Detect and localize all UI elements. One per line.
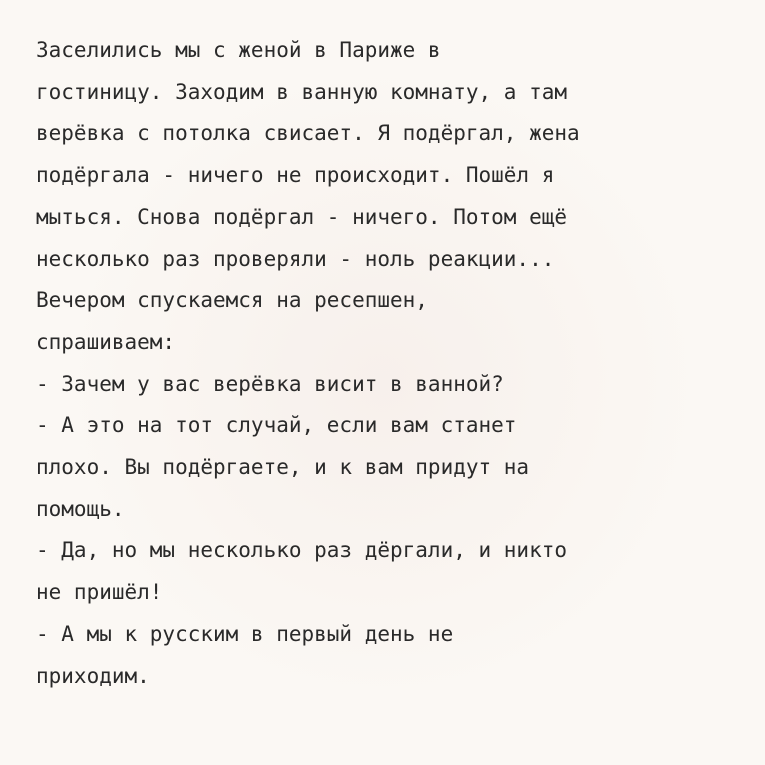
text-line: мыться. Снова подёргал - ничего. Потом ещё	[36, 204, 568, 229]
text-line: - А мы к русским в первый день не	[36, 621, 454, 646]
text-line: помощь.	[36, 496, 125, 521]
joke-text	[36, 30, 751, 697]
text-line: Вечером спускаемся на ресепшен,	[36, 288, 428, 313]
text-line: Заселились мы с женой в Париже в	[36, 38, 441, 62]
text-line: - Зачем у вас верёвка висит в ванной?	[36, 371, 504, 396]
text-line: верёвка с потолка свисает. Я подёргал, жена	[36, 121, 580, 146]
text-line: гостиницу. Заходим в ванную комнату, а там	[36, 79, 568, 104]
text-line: не пришёл!	[36, 580, 163, 605]
text-line: - А это на тот случай, если вам станет	[36, 413, 517, 438]
text-line: подёргала - ничего не происходит. Пошёл я	[36, 163, 555, 188]
text-line: спрашиваем:	[36, 329, 176, 354]
text-line: плохо. Вы подёргаете, и к вам придут на	[36, 455, 530, 480]
text-line: приходим.	[36, 663, 150, 688]
text-line: несколько раз проверяли - ноль реакции...	[36, 246, 555, 271]
text-line: - Да, но мы несколько раз дёргали, и никто	[36, 538, 568, 563]
